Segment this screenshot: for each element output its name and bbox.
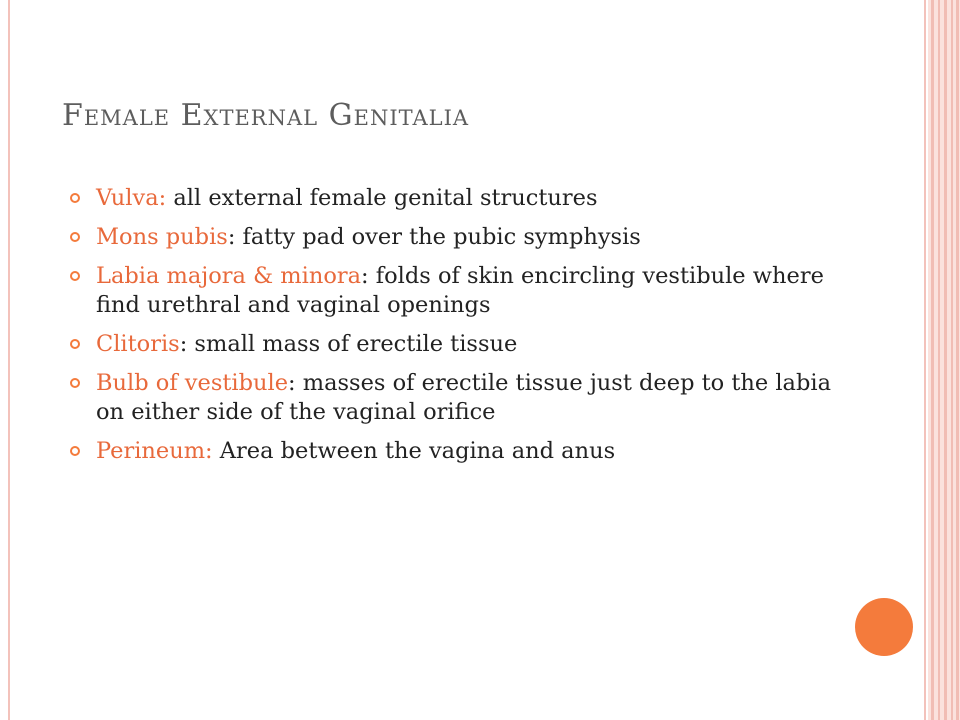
bullet-term: Bulb of vestibule [96,370,289,396]
bullet-text: : masses of erectile tissue just deep to the labia on either side of the vaginal orifice [96,370,831,425]
bullet-text: : small mass of erectile tissue [179,331,518,357]
bullet-term: Labia majora & minora [96,263,362,289]
bullet-item [66,262,856,320]
bullet-ring-icon [70,271,80,281]
slide-title: Female External Genitalia [62,98,470,133]
side-stripe [944,0,947,720]
side-stripe [938,0,940,720]
side-stripe [931,0,934,720]
orange-circle-decoration [855,598,913,656]
bullet-item [66,437,856,466]
bullet-ring-icon [70,378,80,388]
side-stripe [951,0,953,720]
bullet-ring-icon [70,232,80,242]
bullet-term: Vulva: [96,185,167,211]
bullet-text: : fatty pad over the pubic symphysis [227,224,641,250]
bullet-text: all external female genital structures [166,185,598,211]
bullet-term: Clitoris [96,331,180,357]
bullet-item [66,330,856,359]
bullet-list [66,184,856,476]
side-stripe [956,0,959,720]
bullet-term: Mons pubis [96,224,228,250]
bullet-item [66,184,856,213]
bullet-item [66,369,856,427]
bullet-ring-icon [70,446,80,456]
bullet-ring-icon [70,339,80,349]
bullet-term: Perineum: [96,438,213,464]
bullet-ring-icon [70,193,80,203]
bullet-text: Area between the vagina and anus [212,438,616,464]
bullet-text: : folds of skin encircling vestibule where find urethral and vaginal openings [96,263,824,318]
bullet-item [66,223,856,252]
